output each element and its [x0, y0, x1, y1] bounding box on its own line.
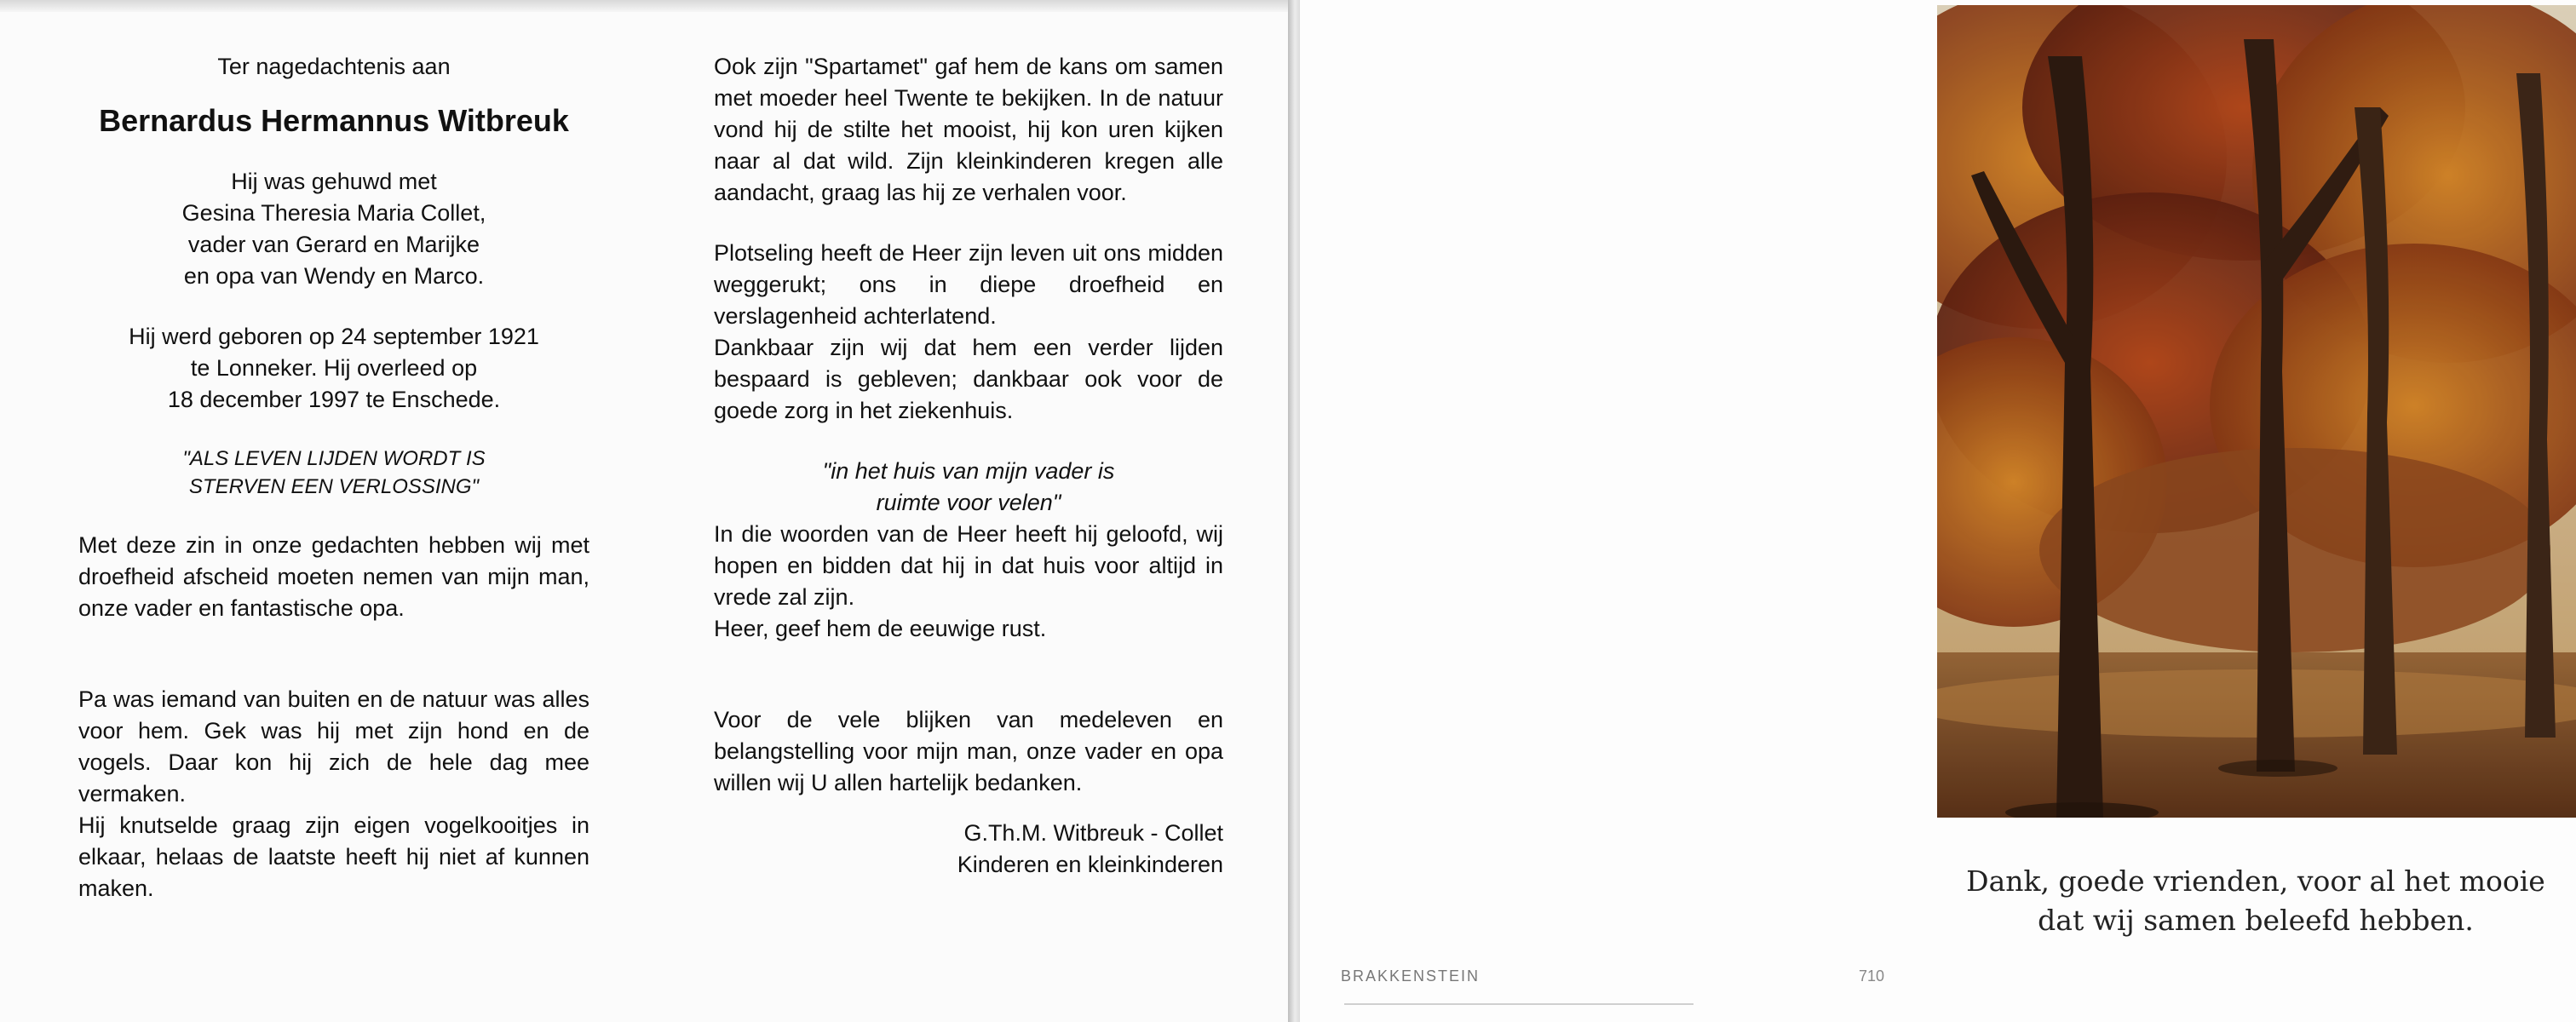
memorial-heading: Ter nagedachtenis aan — [217, 54, 451, 79]
life-line: Hij werd geboren op 24 september 1921 — [129, 324, 539, 349]
family-line: Gesina Theresia Maria Collet, — [181, 200, 486, 226]
right-text-column — [714, 51, 1223, 881]
nature-paragraph: Pa was iemand van buiten en de natuur was alles voor hem. Gek was hij met zijn hond en de vogels. Daar kon hij zich de hele dag mee vermaken. — [78, 686, 589, 807]
motto-line: STERVEN EEN VERLOSSING" — [188, 475, 480, 498]
left-text-column — [78, 51, 589, 904]
family-line: vader van Gerard en Marijke — [187, 232, 480, 257]
family-block — [78, 166, 589, 292]
footer-rule — [1344, 1003, 1693, 1005]
signature-line: G.Th.M. Witbreuk - Collet — [963, 820, 1223, 846]
bible-quote — [714, 456, 1223, 519]
spartamet-paragraph: Ook zijn "Spartamet" gaf hem de kans om samen met moeder heel Twente te bekijken. In de natuur vond hij de stilte het mooist, hij kon uren kijken naar al dat wild. Zijn kleinkinderen kregen alle aandacht, graag las hij ze verhalen voor. — [714, 54, 1223, 205]
family-line: en opa van Wendy en Marco. — [183, 263, 485, 289]
eternal-rest-line: Heer, geef hem de eeuwige rust. — [714, 616, 1047, 641]
deceased-name: Bernardus Hermannus Witbreuk — [99, 103, 569, 138]
motto-line: "ALS LEVEN LIJDEN WORDT IS — [182, 447, 486, 470]
thanks-paragraph: Voor de vele blijken van medeleven en belangstelling voor mijn man, onze vader en opa willen wij U allen hartelijk bedanken. — [714, 707, 1223, 795]
quote-line: ruimte voor velen" — [876, 490, 1061, 515]
faith-paragraph: In die woorden van de Heer heeft hij geloofd, wij hopen en bidden dat hij in dat huis voor altijd in vrede zal zijn. — [714, 521, 1223, 610]
back-caption — [1951, 862, 2561, 940]
card-code: 710 — [1859, 967, 1885, 985]
quote-line: "in het huis van mijn vader is — [822, 458, 1115, 484]
caption-line: dat wij samen beleefd hebben. — [2038, 904, 2474, 937]
publisher-brand: BRAKKENSTEIN — [1341, 967, 1481, 985]
farewell-paragraph: Met deze zin in onze gedachten hebben wij met droefheid afscheid moeten nemen van mijn man, onze vader en fantastische opa. — [78, 532, 589, 621]
birdhouse-paragraph: Hij knutselde graag zijn eigen vogelkooitjes in elkaar, helaas de laatste heeft hij niet af kunnen maken. — [78, 812, 589, 901]
sudden-death-paragraph: Plotseling heeft de Heer zijn leven uit ons midden weggerukt; ons in diepe droefheid en verslagenheid achterlatend. — [714, 240, 1223, 329]
life-line: 18 december 1997 te Enschede. — [167, 387, 501, 412]
motto-quote — [78, 445, 589, 501]
gratitude-paragraph: Dankbaar zijn wij dat hem een verder lijden bespaard is gebleven; dankbaar ook voor de goede zorg in het ziekenhuis. — [714, 335, 1223, 423]
autumn-forest-photo — [1937, 5, 2576, 818]
signature-line: Kinderen en kleinkinderen — [957, 852, 1223, 877]
life-line: te Lonneker. Hij overleed op — [190, 355, 478, 381]
caption-line: Dank, goede vrienden, voor al het mooie — [1966, 864, 2545, 898]
life-dates-block — [78, 321, 589, 416]
family-line: Hij was gehuwd met — [231, 169, 437, 194]
signature-block — [714, 818, 1223, 881]
